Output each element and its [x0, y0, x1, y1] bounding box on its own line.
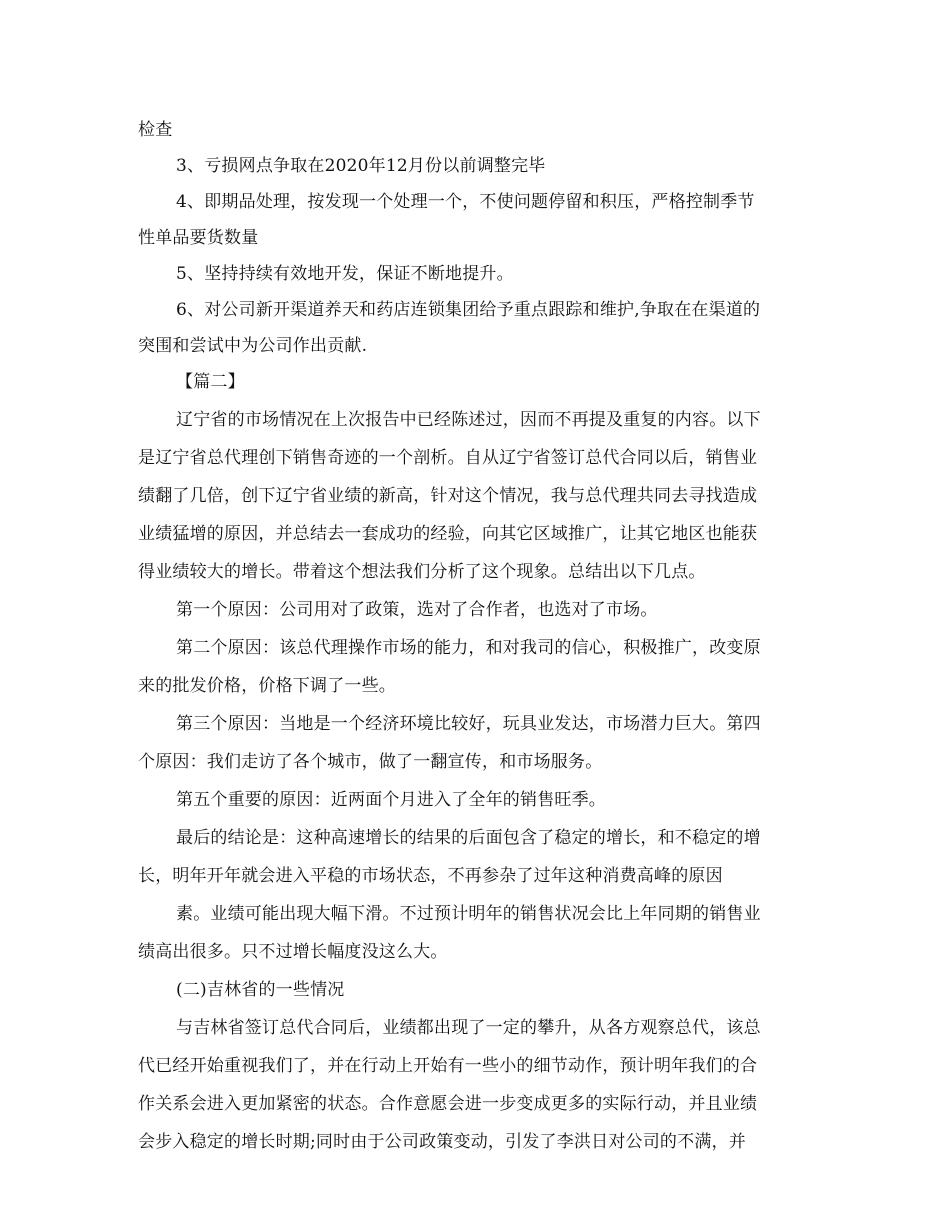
text-line: 第五个重要的原因：近两面个月进入了全年的销售旺季。: [176, 790, 606, 810]
text-line: 代已经开始重视我们了，并在行动上开始有一些小的细节动作，预计明年我们的合: [138, 1056, 758, 1076]
text-line: 与吉林省签订总代合同后，业绩都出现了一定的攀升，从各方观察总代，该总: [176, 1018, 761, 1038]
text-line: 绩高出很多。只不过增长幅度没这么大。: [138, 942, 448, 962]
text-line: 来的批发价格，价格下调了一些。: [138, 676, 396, 696]
text-line: 性单品要货数量: [138, 228, 259, 248]
text-line: 会步入稳定的增长时期;同时由于公司政策变动，引发了李洪日对公司的不满，并: [138, 1132, 746, 1152]
text-line: 作关系会进入更加紧密的状态。合作意愿会进一步变成更多的实际行动，并且业绩: [138, 1094, 758, 1114]
text-line: 是辽宁省总代理创下销售奇迹的一个剖析。自从辽宁省签订总代合同以后，销售业: [138, 448, 758, 468]
text-line: 第一个原因：公司用对了政策，选对了合作者，也选对了市场。: [176, 600, 658, 620]
text-line: 4、即期品处理，按发现一个处理一个，不使问题停留和积压，严格控制季节: [176, 192, 755, 212]
text-line: 素。业绩可能出现大幅下滑。不过预计明年的销售状况会比上年同期的销售业: [176, 904, 761, 924]
text-line: 6、对公司新开渠道养天和药店连锁集团给予重点跟踪和维护,争取在在渠道的: [176, 300, 761, 320]
text-line: 最后的结论是：这种高速增长的结果的后面包含了稳定的增长，和不稳定的增: [176, 828, 761, 848]
text-line: 辽宁省的市场情况在上次报告中已经陈述过，因而不再提及重复的内容。以下: [176, 410, 761, 430]
text-line: 检查: [138, 120, 173, 140]
text-line: 突围和尝试中为公司作出贡献.: [138, 336, 368, 356]
text-line: 个原因：我们走访了各个城市，做了一翻宣传，和市场服务。: [138, 752, 603, 772]
text-line: 绩翻了几倍，创下辽宁省业绩的新高，针对这个情况，我与总代理共同去寻找造成: [138, 486, 758, 506]
section-heading: (二)吉林省的一些情况: [176, 980, 345, 1000]
section-heading: 【篇二】: [176, 372, 245, 392]
text-line: 业绩猛增的原因，并总结去一套成功的经验，向其它区域推广，让其它地区也能获: [138, 524, 758, 544]
text-line: 长，明年开年就会进入平稳的市场状态，不再参杂了过年这种消费高峰的原因: [138, 866, 723, 886]
text-line: 得业绩较大的增长。带着这个想法我们分析了这个现象。总结出以下几点。: [138, 562, 706, 582]
text-line: 3、亏损网点争取在2020年12月份以前调整完毕: [176, 156, 546, 176]
text-line: 第三个原因：当地是一个经济环境比较好，玩具业发达，市场潜力巨大。第四: [176, 714, 761, 734]
text-line: 第二个原因：该总代理操作市场的能力，和对我司的信心，积极推广，改变原: [176, 638, 761, 658]
text-line: 5、坚持持续有效地开发，保证不断地提升。: [176, 264, 514, 284]
